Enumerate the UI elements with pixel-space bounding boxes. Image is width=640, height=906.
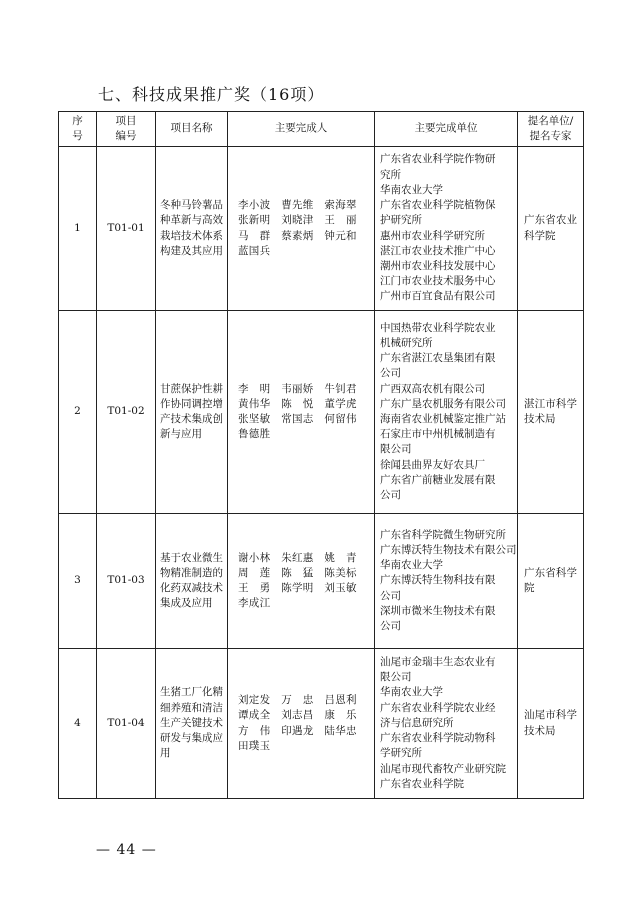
page-number: — 44 — <box>96 842 157 858</box>
row-people: 谢小林 朱红惠 姚 青 周 莲 陈 猛 陈美标 王 勇 陈学明 刘玉敏 李成江 <box>228 514 375 649</box>
award-table <box>58 111 584 799</box>
row-nominator: 广东省农业科学院 <box>518 147 584 311</box>
row-no: 3 <box>59 514 97 649</box>
header-code: 项目 编号 <box>97 112 156 147</box>
header-units: 主要完成单位 <box>375 112 518 147</box>
row-nominator: 湛江市科学技术局 <box>518 311 584 514</box>
table-header-row <box>59 112 584 147</box>
table-row <box>59 311 584 514</box>
row-code: T01-04 <box>97 649 156 799</box>
header-nominator: 提名单位/ 提名专家 <box>518 112 584 147</box>
row-people: 李小波 曹先维 索海翠 张新明 刘晓津 王 丽 马 群 蔡素炳 钟元和 蓝国兵 <box>228 147 375 311</box>
table-row <box>59 147 584 311</box>
row-code: T01-02 <box>97 311 156 514</box>
row-people: 李 明 韦丽娇 牛钊君 黄伟华 陈 悦 董学虎 张坚敏 常国志 何留伟 鲁德胜 <box>228 311 375 514</box>
row-code: T01-03 <box>97 514 156 649</box>
header-no: 序 号 <box>59 112 97 147</box>
row-nominator: 汕尾市科学技术局 <box>518 649 584 799</box>
row-no: 2 <box>59 311 97 514</box>
row-people: 刘定发 万 忠 吕恩利 谭成全 刘志昌 康 乐 方 伟 印遇龙 陆华忠 田璞玉 <box>228 649 375 799</box>
row-units: 广东省农业科学院作物研 究所 华南农业大学 广东省农业科学院植物保 护研究所 惠州市农业科学研究所 湛江市农业技术推广中心 潮州市农业科技发展中心 江门市农业技术服务中心 广州市百宜食品有限公司 <box>375 147 518 311</box>
row-no: 4 <box>59 649 97 799</box>
table-row <box>59 514 584 649</box>
row-project-name: 基于农业微生物精准制造的化药双减技术集成及应用 <box>156 514 228 649</box>
table-row <box>59 649 584 799</box>
row-no: 1 <box>59 147 97 311</box>
row-project-name: 生猪工厂化精细养殖和清洁生产关键技术研发与集成应用 <box>156 649 228 799</box>
row-units: 广东省科学院微生物研究所 广东博沃特生物技术有限公司 华南农业大学 广东博沃特生物科技有限 公司 深圳市微米生物技术有限 公司 <box>375 514 518 649</box>
header-name: 项目名称 <box>156 112 228 147</box>
row-units: 中国热带农业科学院农业 机械研究所 广东省湛江农垦集团有限 公司 广西双高农机有限公司 广东广垦农机服务有限公司 海南省农业机械鉴定推广站 石家庄市中州机械制造有 限公司 徐闻县曲界友好农具厂 广东省广前糖业发展有限 公司 <box>375 311 518 514</box>
header-people: 主要完成人 <box>228 112 375 147</box>
row-code: T01-01 <box>97 147 156 311</box>
section-title: 七、科技成果推广奖（16项） <box>98 85 325 104</box>
row-project-name: 冬种马铃薯品种革新与高效栽培技术体系构建及其应用 <box>156 147 228 311</box>
row-units: 汕尾市金瑞丰生态农业有 限公司 华南农业大学 广东省农业科学院农业经 济与信息研究所 广东省农业科学院动物科 学研究所 汕尾市现代畜牧产业研究院 广东省农业科学院 <box>375 649 518 799</box>
row-project-name: 甘蔗保护性耕作协同调控增产技术集成创新与应用 <box>156 311 228 514</box>
row-nominator: 广东省科学院 <box>518 514 584 649</box>
